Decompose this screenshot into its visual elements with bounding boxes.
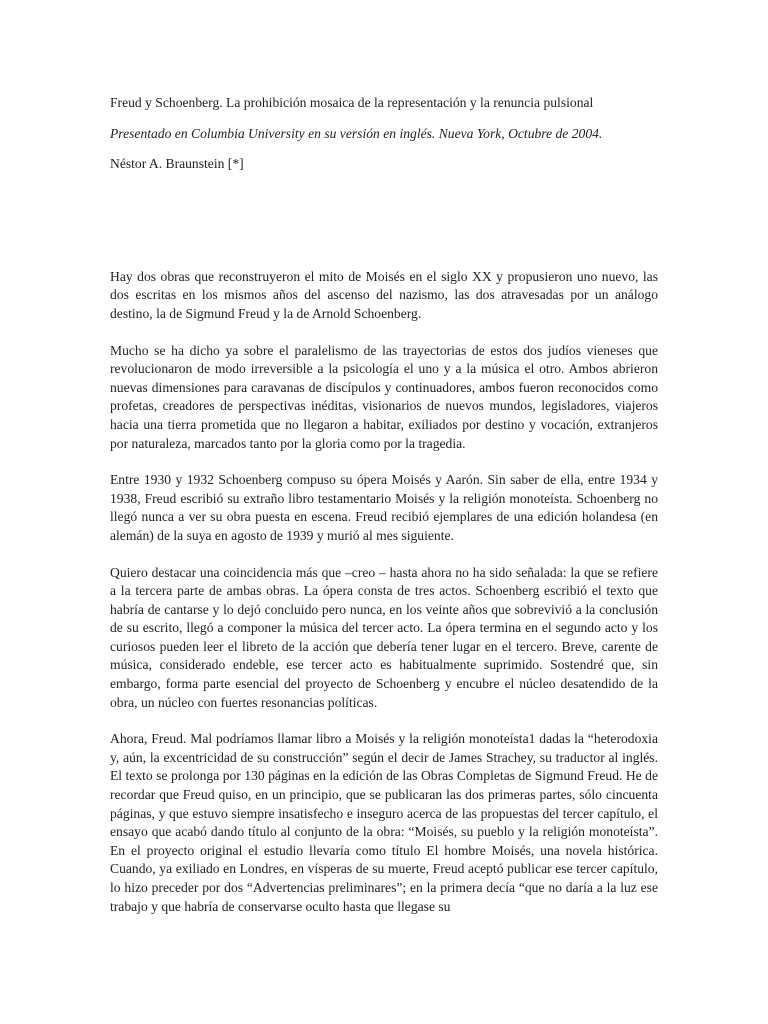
document-author: Néstor A. Braunstein [*] <box>110 156 244 172</box>
document-page <box>110 94 658 934</box>
paragraph-5: Ahora, Freud. Mal podríamos llamar libro a Moisés y la religión monoteísta1 dadas la “heterodoxia y, aún, la excentricidad de su construcción” según el decir de James Strachey, su traductor al inglés. El texto se prolonga por 130 páginas en la edición de las Obras Completas de Sigmund Freud. He de recordar que Freud quiso, en un principio, que se publicaran las dos primeras partes, sólo cincuenta páginas, y que estuvo siempre insatisfecho e inseguro acerca de las propuestas del tercer capítulo, el ensayo que acabó dando título al conjunto de la obra: “Moisés, su pueblo y la religión monoteísta”. En el proyecto original el estudio llevaría como título El hombre Moisés, una novela histórica. Cuando, ya exiliado en Londres, en vísperas de su muerte, Freud aceptó publicar ese tercer capítulo, lo hizo preceder por dos “Advertencias preliminares”; en la primera decía “que no daría a la luz ese trabajo y que habría de conservarse oculto hasta que llegase su <box>110 731 658 914</box>
document-title: Freud y Schoenberg. La prohibición mosaica de la representación y la renuncia pulsional <box>110 95 594 110</box>
paragraph-2: Mucho se ha dicho ya sobre el paralelismo de las trayectorias de estos dos judíos vieneses que revolucionaron de modo irreversible a la psicología el uno y a la música el otro. Ambos abrieron nuevas dimensiones para caravanas de discípulos y continuadores, ambos fueron reconocidos como profetas, creadores de perspectivas inéditas, visionarios de nuevos mundos, legisladores, viajeros hacia una tierra prometida que no llegaron a habitar, exiliados por destino y vocación, extranjeros por naturaleza, marcados tanto por la gloria como por la tragedia. <box>110 342 658 451</box>
paragraph-4: Quiero destacar una coincidencia más que –creo – hasta ahora no ha sido señalada: la que se refiere a la tercera parte de ambas obras. La ópera consta de tres actos. Schoenberg escribió el texto que habría de cantarse y lo dejó concluido pero nunca, en los veinte años que sobrevivió a la conclusión de su escrito, llegó a componer la música del tercer acto. La ópera termina en el segundo acto y los curiosos pueden leer el libreto de la acción que debería tener lugar en el tercero. Breve, carente de música, considerado endeble, ese tercer acto es habitualmente suprimido. Sostendré que, sin embargo, forma parte esencial del proyecto de Schoenberg y encubre el núcleo desatendido de la obra, un núcleo con fuertes resonancias políticas. <box>110 564 658 710</box>
document-subtitle: Presentado en Columbia University en su versión en inglés. Nueva York, Octubre de 2004. <box>110 125 603 141</box>
paragraph-1: Hay dos obras que reconstruyeron el mito de Moisés en el siglo XX y propusieron uno nuevo, las dos escritas en los mismos años del ascenso del nazismo, las dos atravesadas por un análogo destino, la de Sigmund Freud y la de Arnold Schoenberg. <box>110 268 658 321</box>
paragraph-3: Entre 1930 y 1932 Schoenberg compuso su ópera Moisés y Aarón. Sin saber de ella, entre 1934 y 1938, Freud escribió su extraño libro testamentario Moisés y la religión monoteísta. Schoenberg no llegó nunca a ver su obra puesta en escena. Freud recibió ejemplares de una edición holandesa (en alemán) de la suya en agosto de 1939 y murió al mes siguiente. <box>110 472 658 543</box>
